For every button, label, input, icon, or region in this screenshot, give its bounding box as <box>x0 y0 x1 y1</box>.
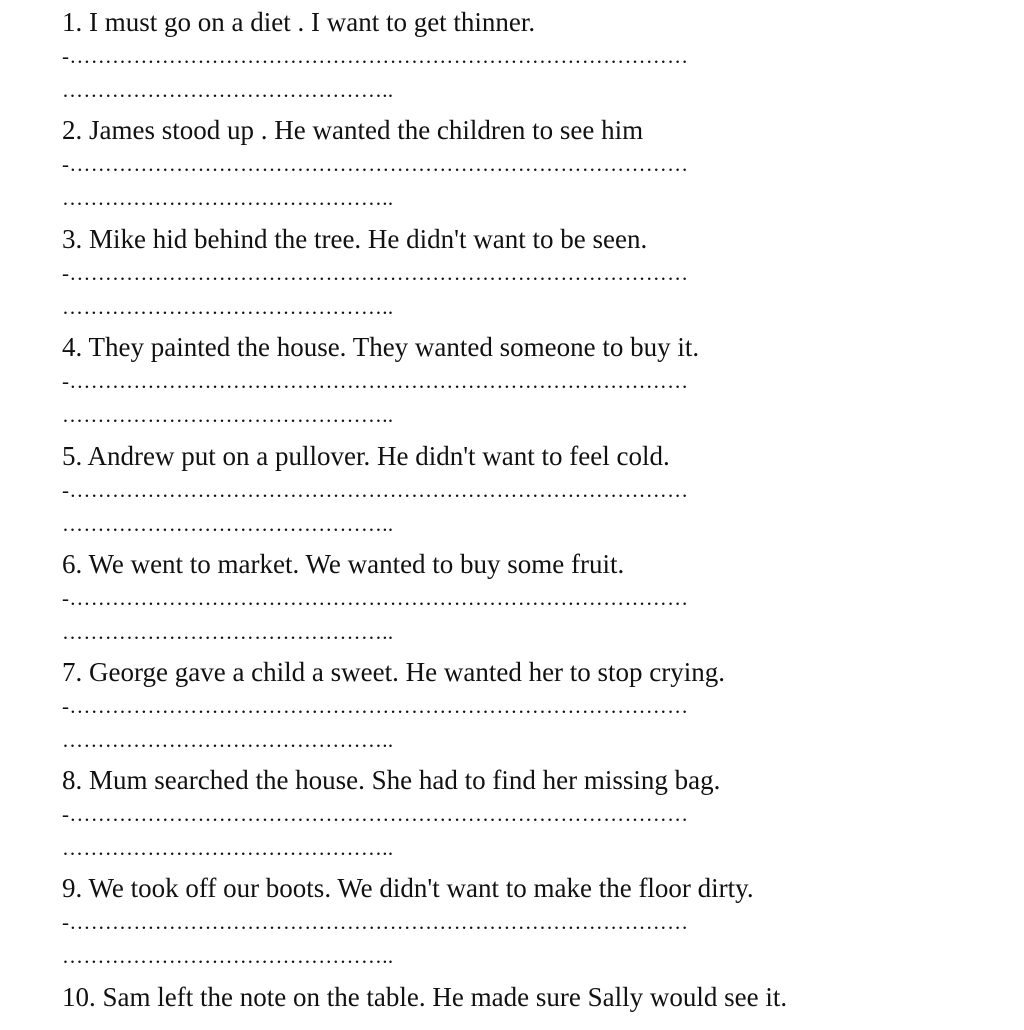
answer-line-continued: ……………………………………….. <box>62 295 394 319</box>
exercise-sentence: 8. Mum searched the house. She had to find her missing bag. <box>62 765 721 795</box>
exercise-item-4 <box>62 327 962 435</box>
answer-line: -…………………………………………………………………………… <box>62 44 689 68</box>
exercise-sentence: 1. I must go on a diet . I want to get thinner. <box>62 7 536 37</box>
answer-line-continued: ……………………………………….. <box>62 620 394 644</box>
answer-line: -…………………………………………………………………………… <box>62 261 689 285</box>
exercise-item-6 <box>62 544 962 652</box>
answer-line: -…………………………………………………………………………… <box>62 478 689 502</box>
answer-line: -…………………………………………………………………………… <box>62 586 689 610</box>
answer-line: -…………………………………………………………………………… <box>62 802 689 826</box>
answer-line-continued: ……………………………………….. <box>62 836 394 860</box>
exercise-sentence: 3. Mike hid behind the tree. He didn't want to be seen. <box>62 224 648 254</box>
exercise-item-1 <box>62 2 962 110</box>
exercise-sentence: 6. We went to market. We wanted to buy some fruit. <box>62 549 625 579</box>
exercise-sentence: 2. James stood up . He wanted the children to see him <box>62 115 644 145</box>
answer-line-continued: ……………………………………….. <box>62 512 394 536</box>
exercise-sentence: 10. Sam left the note on the table. He made sure Sally would see it. <box>62 982 788 1012</box>
answer-line: -…………………………………………………………………………… <box>62 152 689 176</box>
answer-line-continued: ……………………………………….. <box>62 403 394 427</box>
answer-line: -…………………………………………………………………………… <box>62 369 689 393</box>
exercise-item-2 <box>62 110 962 218</box>
exercise-item-7 <box>62 652 962 760</box>
answer-line-continued: ……………………………………….. <box>62 728 394 752</box>
exercise-sentence: 9. We took off our boots. We didn't want to make the floor dirty. <box>62 873 754 903</box>
answer-line-continued: ……………………………………….. <box>62 78 394 102</box>
exercise-sentence: 4. They painted the house. They wanted someone to buy it. <box>62 332 700 362</box>
answer-line-continued: ……………………………………….. <box>62 186 394 210</box>
exercise-item-3 <box>62 219 962 327</box>
exercise-item-10 <box>62 977 962 1025</box>
answer-line-continued: ……………………………………….. <box>62 944 394 968</box>
exercise-sentence: 7. George gave a child a sweet. He wanted her to stop crying. <box>62 657 726 687</box>
answer-line: -…………………………………………………………………………… <box>62 694 689 718</box>
exercise-sentence: 5. Andrew put on a pullover. He didn't want to feel cold. <box>62 441 670 471</box>
exercise-item-8 <box>62 760 962 868</box>
exercise-item-9 <box>62 868 962 976</box>
answer-line: -…………………………………………………………………………… <box>62 910 689 934</box>
exercise-item-5 <box>62 436 962 544</box>
